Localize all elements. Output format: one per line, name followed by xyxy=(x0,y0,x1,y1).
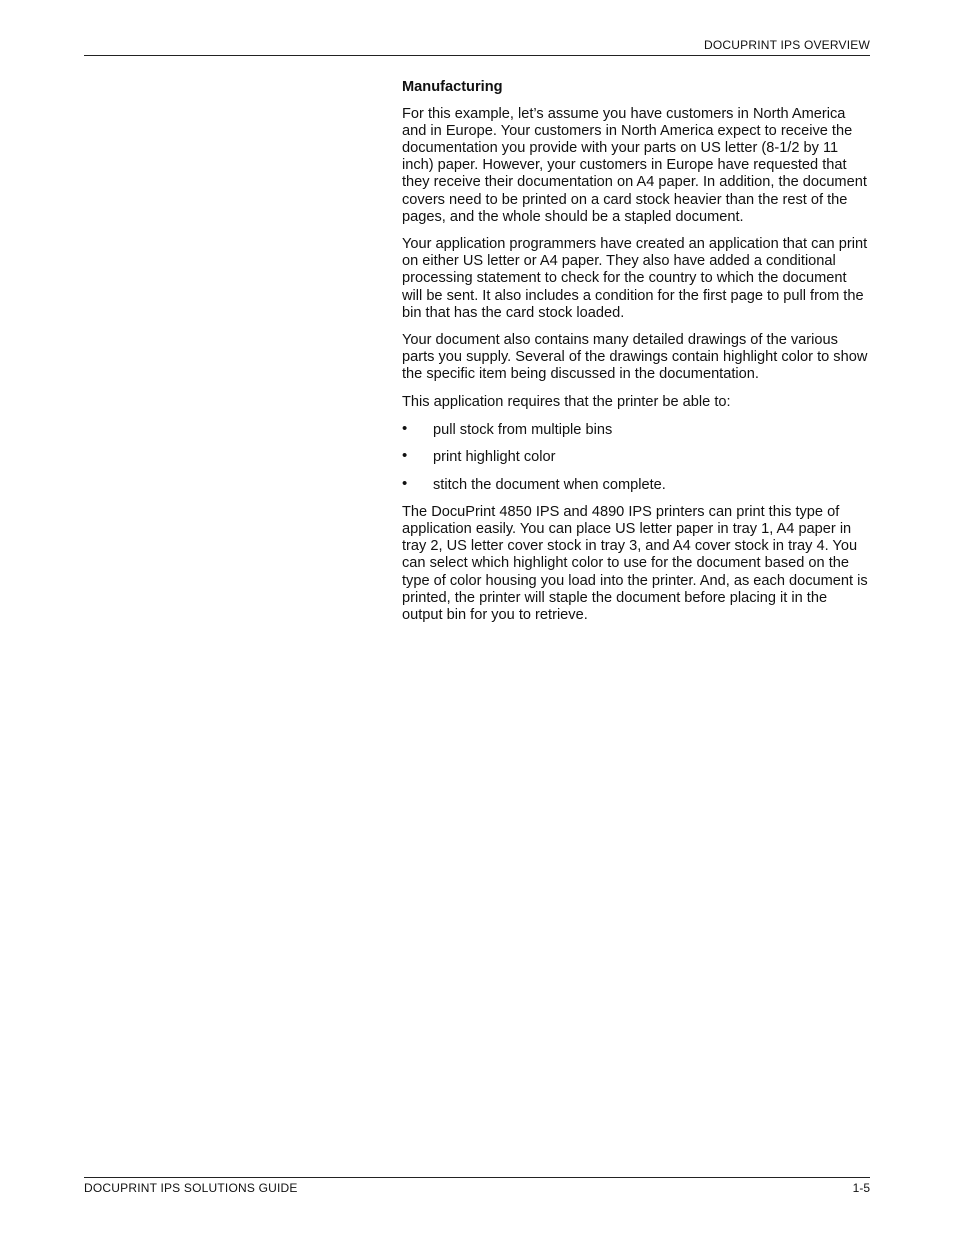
footer-guide-title: DOCUPRINT IPS SOLUTIONS GUIDE xyxy=(84,1181,298,1195)
paragraph: For this example, let’s assume you have customers in North America and in Europe. Your customers in North America expect to receive the documentation you provide with your parts on US letter (8-1/2 by 11 inch) paper. However, your customers in Europe have requested that they receive their documentation on A4 paper. In addition, the document covers need to be printed on a card stock heavier than the rest of the pages, and the whole should be a stapled document. xyxy=(402,106,867,225)
list-item xyxy=(402,449,870,466)
list-item-text: stitch the document when complete. xyxy=(433,476,666,493)
paragraph: This application requires that the printer be able to: xyxy=(402,394,731,410)
list-item-text: pull stock from multiple bins xyxy=(433,421,613,438)
list-item xyxy=(402,474,870,494)
requirements-list xyxy=(402,419,870,494)
header-rule xyxy=(84,55,870,56)
bullet-icon: • xyxy=(402,447,408,465)
main-content xyxy=(402,79,870,634)
footer-rule xyxy=(84,1177,870,1178)
closing-paragraph: The DocuPrint 4850 IPS and 4890 IPS printers can print this type of application easily. You can place US letter paper in tray 1, A4 paper in tray 2, US letter cover stock in tray 3, and A4 cover stock in tray 4. You can select which highlight color to use for the document based on the type of color housing you load into the printer. And, as each document is printed, the printer will staple the document before placing it in the output bin for you to retrieve. xyxy=(402,504,868,623)
bullet-icon: • xyxy=(402,419,408,437)
paragraph: Your document also contains many detailed drawings of the various parts you supply. Several of the drawings contain highlight color to show the specific item being discussed in the documentation. xyxy=(402,332,868,383)
section-title: Manufacturing xyxy=(402,79,503,95)
list-item xyxy=(402,419,870,439)
running-header: DOCUPRINT IPS OVERVIEW xyxy=(704,38,870,52)
paragraph: Your application programmers have created an application that can print on either US letter or A4 paper. They also have added a conditional processing statement to check for the country to which the document will be sent. It also includes a condition for the first page to pull from the bin that has the card stock loaded. xyxy=(402,236,868,321)
page-number: 1-5 xyxy=(852,1181,870,1195)
bullet-icon: • xyxy=(402,474,408,492)
list-item-text: print highlight color xyxy=(433,449,556,466)
